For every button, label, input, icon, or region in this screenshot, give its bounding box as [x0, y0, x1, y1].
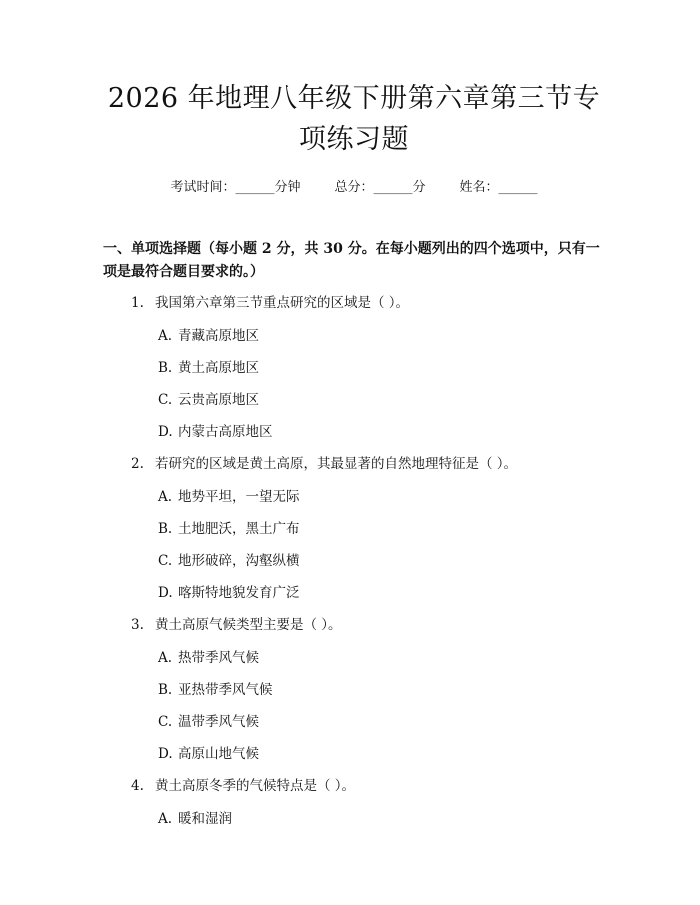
- option-text: 亚热带季风气候: [178, 682, 273, 698]
- section-heading: 一、单项选择题（每小题 2 分，共 30 分。在每小题列出的四个选项中，只有一项是最符合题目要求的。）: [103, 241, 600, 280]
- option-text: 喀斯特地貌发育广泛: [178, 585, 300, 601]
- option-letter: A.: [158, 650, 173, 666]
- option-letter: B.: [158, 360, 173, 376]
- question-3-option-b: [104, 680, 604, 700]
- question-1-option-a: [104, 326, 604, 346]
- question-2-option-b: [104, 519, 604, 539]
- option-text: 高原山地气候: [178, 746, 259, 762]
- name-field: 姓名：______: [459, 180, 538, 195]
- question-3: [104, 615, 604, 635]
- option-text: 地势平坦，一望无际: [178, 489, 300, 505]
- option-letter: A.: [158, 489, 173, 505]
- question-2: [104, 454, 604, 474]
- exam-time-field: 考试时间：______分钟: [170, 180, 301, 195]
- option-letter: D.: [158, 746, 173, 762]
- question-4: [104, 776, 604, 796]
- option-text: 青藏高原地区: [178, 328, 259, 344]
- option-letter: B.: [158, 682, 173, 698]
- option-letter: B.: [158, 521, 173, 537]
- question-text: 黄土高原气候类型主要是（ ）。: [155, 617, 342, 633]
- option-text: 温带季风气候: [178, 714, 259, 730]
- question-1-option-c: [104, 390, 604, 410]
- question-2-option-c: [104, 551, 604, 571]
- option-text: 热带季风气候: [178, 650, 259, 666]
- question-2-option-a: [104, 487, 604, 507]
- question-text: 我国第六章第三节重点研究的区域是（ ）。: [155, 295, 410, 311]
- question-2-option-d: [104, 583, 604, 603]
- question-text: 若研究的区域是黄土高原，其最显著的自然地理特征是（ ）。: [155, 456, 518, 472]
- question-1-option-d: [104, 422, 604, 442]
- option-text: 暖和湿润: [178, 811, 232, 827]
- exam-info-row: [104, 178, 604, 198]
- option-letter: C.: [158, 553, 173, 569]
- document-title: 2026 年地理八年级下册第六章第三节专项练习题: [107, 83, 601, 155]
- question-1: [104, 293, 604, 313]
- option-letter: A.: [158, 811, 173, 827]
- option-letter: C.: [158, 392, 173, 408]
- option-text: 内蒙古高原地区: [178, 424, 273, 440]
- option-letter: D.: [158, 585, 173, 601]
- option-text: 黄土高原地区: [178, 360, 259, 376]
- option-text: 地形破碎，沟壑纵横: [178, 553, 300, 569]
- question-number: 1.: [131, 295, 144, 311]
- question-text: 黄土高原冬季的气候特点是（ ）。: [155, 778, 356, 794]
- option-letter: D.: [158, 424, 173, 440]
- question-3-option-c: [104, 712, 604, 732]
- total-score-field: 总分：______分: [334, 180, 426, 195]
- question-1-option-b: [104, 358, 604, 378]
- option-text: 土地肥沃，黑土广布: [178, 521, 300, 537]
- option-text: 云贵高原地区: [178, 392, 259, 408]
- question-3-option-d: [104, 744, 604, 764]
- option-letter: A.: [158, 328, 173, 344]
- question-number: 2.: [131, 456, 144, 472]
- option-letter: C.: [158, 714, 173, 730]
- question-number: 4.: [131, 778, 144, 794]
- question-3-option-a: [104, 648, 604, 668]
- question-4-option-a: [104, 809, 604, 829]
- question-number: 3.: [131, 617, 144, 633]
